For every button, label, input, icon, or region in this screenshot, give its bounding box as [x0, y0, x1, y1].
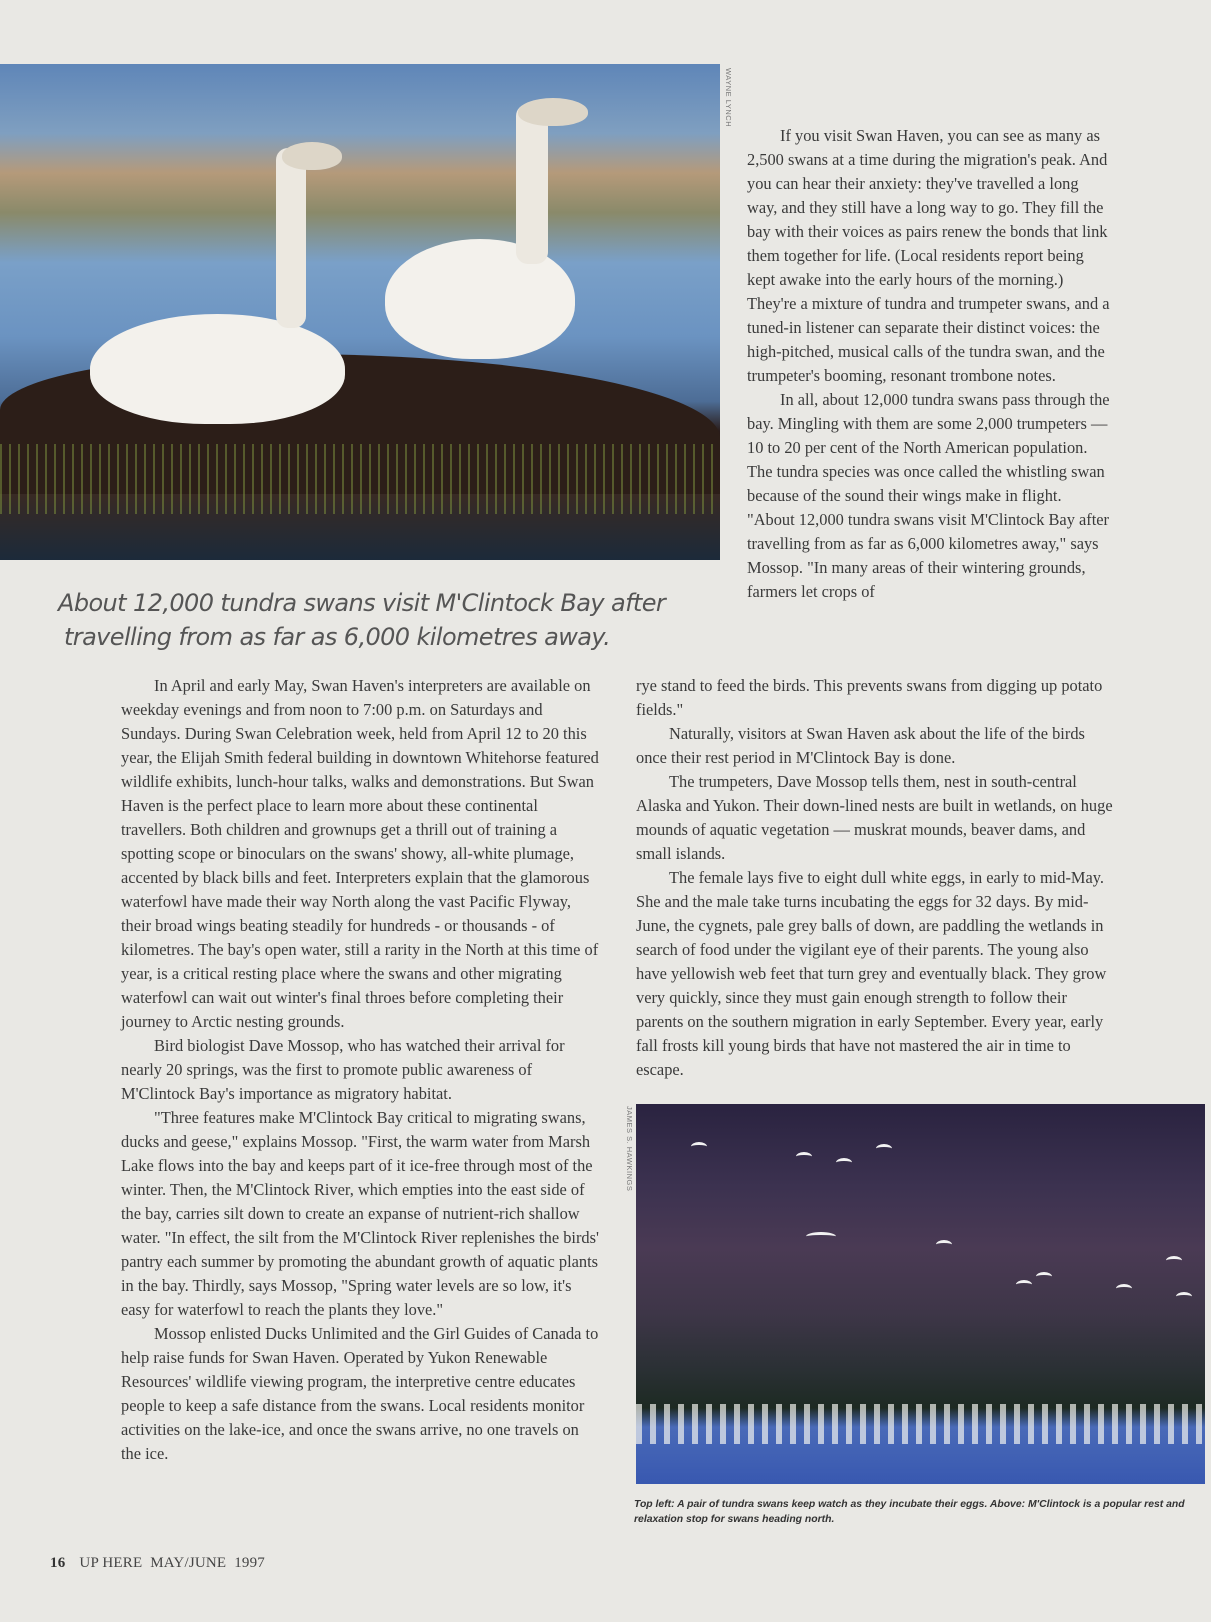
paragraph: The trumpeters, Dave Mossop tells them, nest in south-central Alaska and Yukon. Their down-lined nests are built in wetlands, on huge mounds of aquatic vegetation — muskrat mounds, beaver dams, and small islands. — [636, 772, 1113, 863]
flying-swan — [836, 1158, 852, 1167]
paragraph: Naturally, visitors at Swan Haven ask about the life of the birds once their rest period in M'Clintock Bay is done. — [636, 724, 1085, 767]
pull-quote-line-1: About 12,000 tundra swans visit M'Clintock Bay after — [58, 589, 666, 617]
photo-tundra-swans-pair — [0, 64, 720, 560]
page-footer — [50, 1555, 265, 1572]
flying-swan — [936, 1240, 952, 1249]
paragraph-continuation: rye stand to feed the birds. This prevents swans from digging up potato fields." — [636, 676, 1103, 719]
reeds — [0, 444, 720, 514]
swan-left-head — [282, 142, 342, 170]
flying-swan — [1116, 1284, 1132, 1293]
paragraph: If you visit Swan Haven, you can see as many as 2,500 swans at a time during the migration's peak. And you can hear their anxiety: they've travelled a long way, and they still have a long way to go. They fill the bay with their voices as pairs renew the bonds that link them together for life. (Local residents report being kept awake into the early hours of the morning.) They're a mixture of tundra and trumpeter swans, and a tuned-in listener can separate their distinct voices: the high-pitched, musical calls of the tundra swan, and the trumpeter's booming, resonant trombone notes. — [747, 126, 1110, 385]
publication-info: UP HERE MAY/JUNE 1997 — [79, 1555, 265, 1571]
photo-credit-bottom: JAMES S. HAWKINGS — [625, 1106, 634, 1192]
paragraph: The female lays five to eight dull white eggs, in early to mid-May. She and the male take turns incubating the eggs for 32 days. By mid-June, the cygnets, pale grey balls of down, are paddling the wetlands in search of food under the vigilant eye of their parents. The young also have yellowish web feet that turn grey and eventually black. They grow very quickly, since they must gain enough strength to follow their parents on the southern migration in early September. Every year, early fall frosts kill young birds that have not mastered the air in time to escape. — [636, 868, 1107, 1079]
paragraph: Mossop enlisted Ducks Unlimited and the Girl Guides of Canada to help raise funds for Swan Haven. Operated by Yukon Renewable Resources' wildlife viewing program, the interpretive centre educates people to keep a safe distance from the swans. Local residents monitor activities on the lake-ice, and once the swans arrive, no one travels on the ice. — [121, 1324, 599, 1463]
flying-swan — [1036, 1272, 1052, 1281]
flying-swan — [806, 1232, 836, 1241]
swan-left-body — [90, 314, 345, 424]
swan-flock-on-water — [636, 1404, 1205, 1444]
flying-swan — [1176, 1292, 1192, 1301]
flying-swan — [796, 1152, 812, 1161]
flying-swan — [876, 1144, 892, 1153]
paragraph: "Three features make M'Clintock Bay critical to migrating swans, ducks and geese," explains Mossop. "First, the warm water from Marsh Lake flows into the bay and keeps part of it ice-free through most of the winter. Then, the M'Clintock River, which empties into the east side of the bay, carries silt down to create an expanse of nutrient-rich shallow water. "In effect, the silt from the M'Clintock River replenishes the birds' pantry each summer by promoting the abundant growth of aquatic plants in the bay. Thirdly, says Mossop, "Spring water levels are so low, it's easy for waterfowl to reach the plants they love." — [121, 1108, 599, 1319]
photo-credit-top: WAYNE LYNCH — [724, 68, 733, 128]
flying-swan — [1016, 1280, 1032, 1289]
left-column — [121, 674, 601, 1466]
paragraph: Bird biologist Dave Mossop, who has watched their arrival for nearly 20 springs, was the first to promote public awareness of M'Clintock Bay's importance as migratory habitat. — [121, 1036, 565, 1103]
flying-swan — [1166, 1256, 1182, 1265]
swan-left-neck — [276, 148, 306, 328]
paragraph: In April and early May, Swan Haven's interpreters are available on weekday evenings and from noon to 7:00 p.m. on Saturdays and Sundays. During Swan Celebration week, held from April 12 to 20 this year, the Elijah Smith federal building in downtown Whitehorse featured wildlife exhibits, lunch-hour talks, walks and demonstrations. But Swan Haven is the perfect place to learn more about these continental travellers. Both children and grownups get a thrill out of training a spotting scope or binoculars on the swans' showy, all-white plumage, accented by black bills and feet. Interpreters explain that the glamorous waterfowl have made their way North along the vast Pacific Flyway, their broad wings beating steadily for hundreds - or thousands - of kilometres. The bay's open water, still a rarity in the North at this time of year, is a critical resting place where the swans and other migrating waterfowl can wait out winter's final throes before completing their journey to Arctic nesting grounds. — [121, 676, 599, 1031]
pull-quote-line-2: travelling from as far as 6,000 kilometres away. — [64, 623, 611, 651]
photo-swans-flying — [636, 1104, 1205, 1484]
right-column-top — [747, 124, 1111, 604]
right-column-wide — [636, 674, 1116, 1082]
pull-quote — [58, 586, 698, 654]
page-number: 16 — [50, 1555, 66, 1571]
swan-right-head — [518, 98, 588, 126]
paragraph: In all, about 12,000 tundra swans pass through the bay. Mingling with them are some 2,000 trumpeters — 10 to 20 per cent of the North American population. The tundra species was once called the whistling swan because of the sound their wings make in flight. "About 12,000 tundra swans visit M'Clintock Bay after travelling from as far as 6,000 kilometres away," says Mossop. "In many areas of their wintering grounds, farmers let crops of — [747, 390, 1110, 601]
flying-swan — [691, 1142, 707, 1151]
swan-right-neck — [516, 104, 548, 264]
photo-caption: Top left: A pair of tundra swans keep watch as they incubate their eggs. Above: M'Clintock is a popular rest and relaxation stop for swans heading north. — [634, 1499, 1185, 1525]
